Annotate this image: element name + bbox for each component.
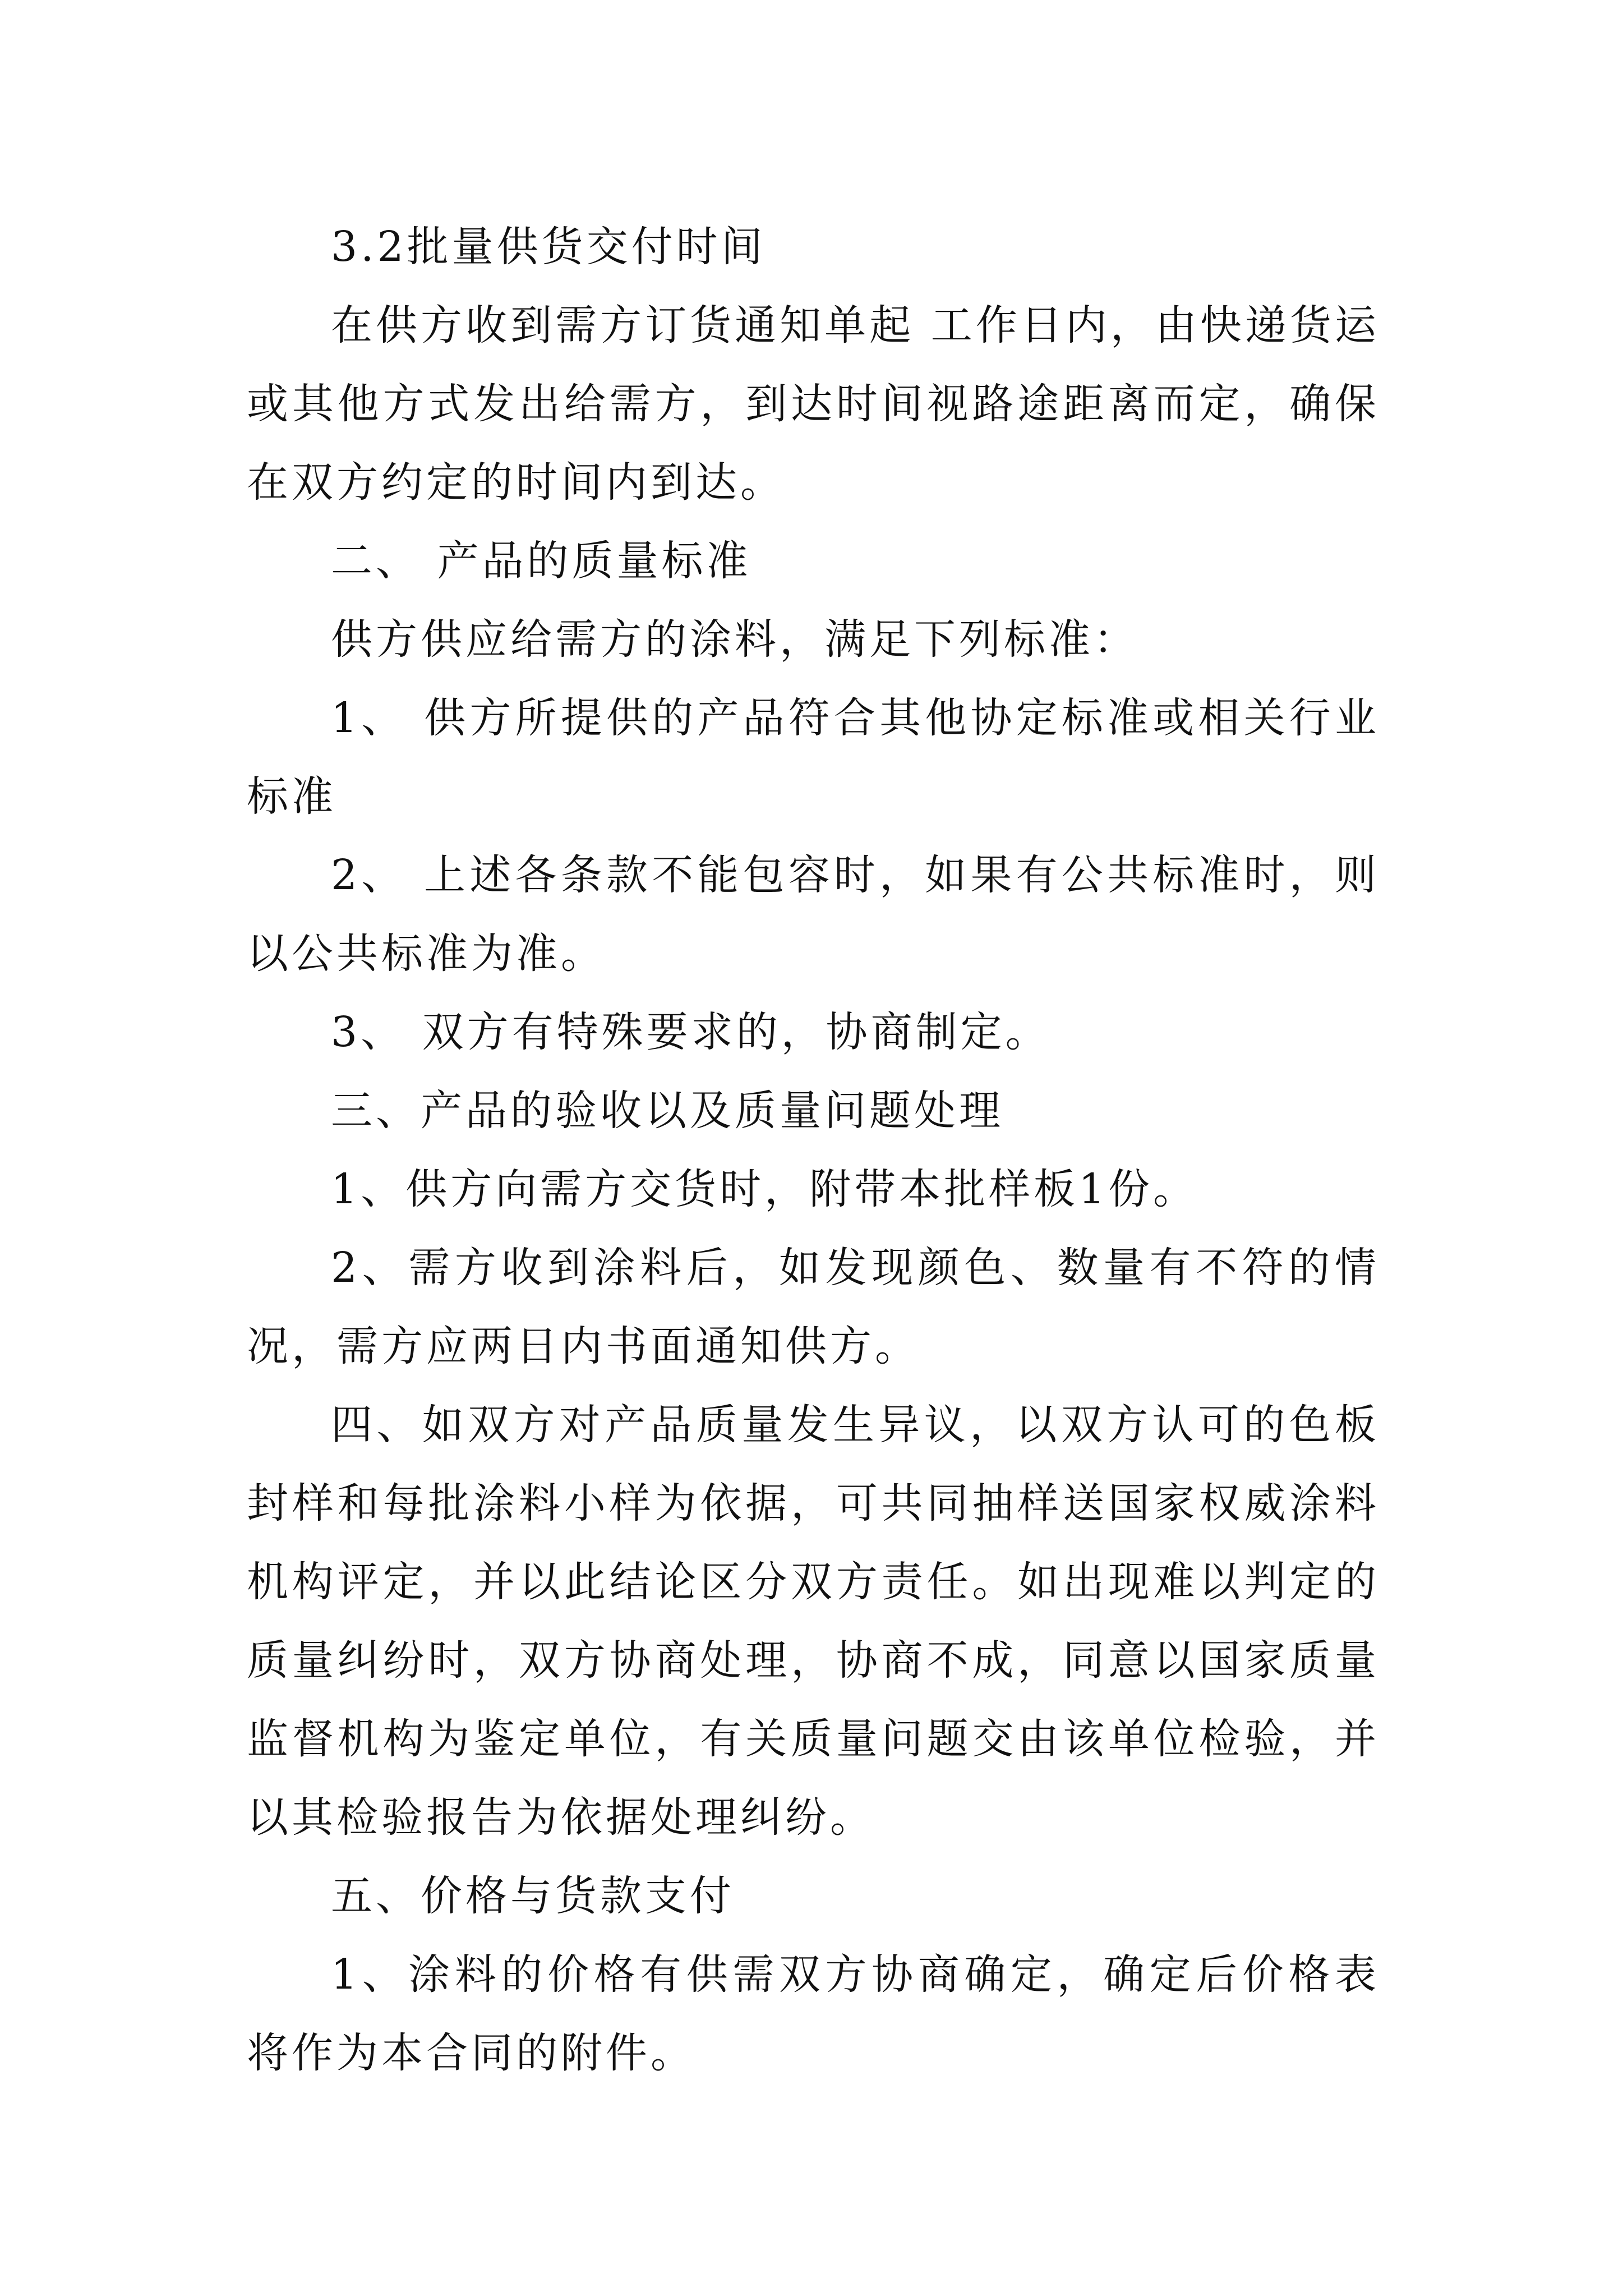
- paragraph-price-payment-heading: 五、价格与货款支付: [331, 1872, 735, 1920]
- paragraph-acceptance-heading: 三、产品的验收以及质量问题处理: [331, 1087, 1004, 1135]
- paragraph-acceptance-item-1: 1、供方向需方交货时，附带本批样板1份。: [331, 1165, 1198, 1213]
- paragraph-delivery-time-text: 在供方收到需方订货通知单起 工作日内，由快递货运或其他方式发出给需方，到达时间视路途距离而定，确保在双方约定的时间内到达。: [247, 301, 1380, 507]
- document-body: [247, 208, 1380, 2092]
- paragraph-quality-standard-item-1: 1、 供方所提供的产品符合其他协定标准或相关行业标准: [247, 694, 1380, 821]
- paragraph-quality-standard-item-2: 2、 上述各条款不能包容时，如果有公共标准时，则以公共标准为准。: [247, 851, 1380, 978]
- paragraph-quality-standard-intro: 供方供应给需方的涂料，满足下列标准：: [331, 615, 1138, 664]
- paragraph-dispute-clause: 四、如双方对产品质量发生异议，以双方认可的色板封样和每批涂料小样为依据，可共同抽样送国家权威涂料机构评定，并以此结论区分双方责任。如出现难以判定的质量纠纷时，双方协商处理，协商不成，同意以国家质量监督机构为鉴定单位，有关质量问题交由该单位检验，并以其检验报告为依据处理纠纷。: [247, 1401, 1380, 1842]
- paragraph-quality-standard-heading: 二、 产品的质量标准: [331, 537, 751, 585]
- paragraph-acceptance-item-2: 2、需方收到涂料后，如发现颜色、数量有不符的情况，需方应两日内书面通知供方。: [247, 1244, 1380, 1370]
- paragraph-delivery-time-heading: 3.2批量供货交付时间: [331, 223, 766, 271]
- paragraph-price-payment-item-1: 1、涂料的价格有供需双方协商确定，确定后价格表将作为本合同的附件。: [247, 1950, 1380, 2077]
- paragraph-quality-standard-item-3: 3、 双方有特殊要求的，协商制定。: [331, 1008, 1050, 1056]
